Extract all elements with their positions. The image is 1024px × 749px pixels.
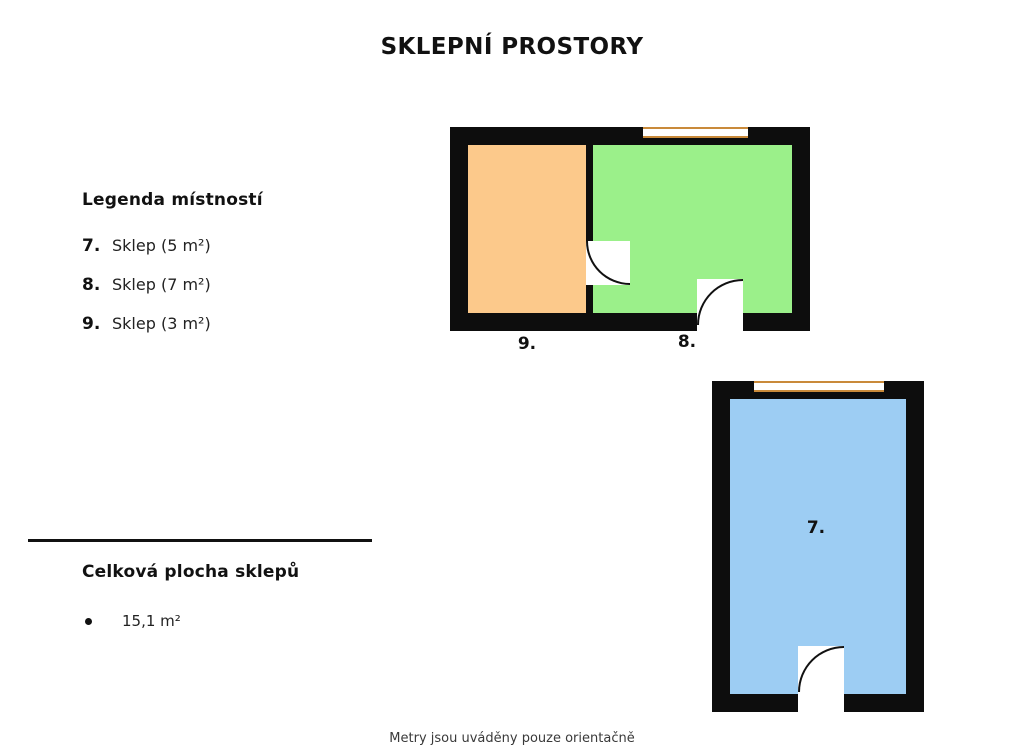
legend-item	[82, 314, 412, 334]
total-area-value: 15,1 m²	[122, 612, 181, 630]
legend-item	[82, 275, 412, 295]
legend-item-label: Sklep (7 m²)	[112, 275, 211, 294]
legend-heading: Legenda místností	[82, 190, 263, 210]
total-area-heading: Celková plocha sklepů	[82, 562, 300, 582]
total-area-section	[82, 562, 412, 630]
room-shape-8	[593, 145, 792, 313]
legend-item-label: Sklep (3 m²)	[112, 314, 211, 333]
room-label-8: 8.	[677, 332, 697, 352]
room-legend	[82, 190, 412, 353]
window-icon	[754, 381, 884, 392]
section-divider	[28, 539, 372, 542]
room-shape-9	[468, 145, 586, 313]
legend-item-number: 9.	[82, 314, 101, 334]
bullet-icon	[85, 618, 92, 625]
legend-item-label: Sklep (5 m²)	[112, 236, 211, 255]
legend-item-number: 7.	[82, 236, 101, 256]
room-label-7: 7.	[806, 518, 826, 538]
door-icon	[798, 646, 844, 712]
window-icon	[643, 127, 748, 138]
floorplan-upper	[450, 127, 810, 354]
legend-item	[82, 236, 412, 256]
door-icon	[697, 279, 743, 331]
total-area-row	[82, 612, 412, 630]
floorplan-lower	[712, 381, 924, 712]
footnote-text: Metry jsou uváděny pouze orientačně	[389, 731, 635, 746]
door-icon	[586, 241, 630, 285]
room-label-9: 9.	[517, 334, 537, 354]
legend-item-number: 8.	[82, 275, 101, 295]
page-title: SKLEPNÍ PROSTORY	[380, 34, 644, 60]
